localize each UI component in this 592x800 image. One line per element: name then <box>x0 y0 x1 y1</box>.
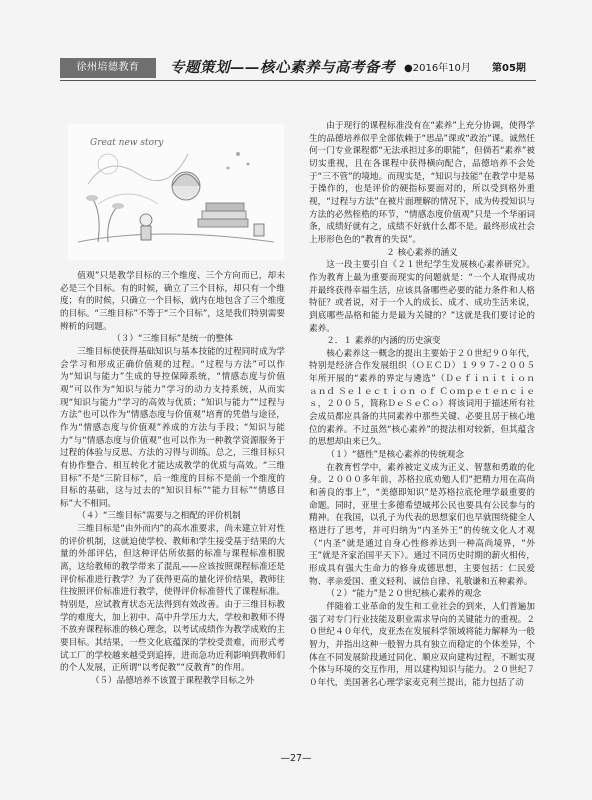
illustration-caption: Great new story <box>90 138 164 148</box>
journal-name-badge: 徐州培德教育 <box>60 58 156 78</box>
paragraph: 由于现行的课程标准没有在“素养”上充分协调，使得学生的品德培养似乎全部依赖于“思品”课或“政治”课。诚然任何一门专业课程都“无法承担过多的职能”，但倘若“素养”被切实重视，且在各课程中获得横向配合，品德培养不会处于“三不管”的境地。而现实是，“知识与技能”在教学中是易于操作的，也是评价的硬指标要面对的，所以受到格外重视，“过程与方法”在被片面理解的情况下，成为传授知识与方法的必然桎梏的环节，“情感态度价值观”只是一个华丽词条，成绩好就有之，成绩不好就什么都不是。最终形成社会上形形色色的“教育的失误”。 <box>309 121 535 245</box>
section-heading: （２）“能力”是２０世纪核心素养的观念 <box>326 589 482 600</box>
paragraph: 三维目标是“由外而内”的高水准要求，尚未建立针对性的评价机制，这就迫使学校、教师和学生接受基于结果的大量的外部评估，但这种评估所依据的标准与课程标准相脱离，这给教师的教学带来了混乱——应该按照课程标准还是评价标准进行教学？为了获得更高的量化评价结果，教师往往按照评价标准进行教学，使得评价标准替代了课程标准。特别是，应试教育状态无法得到有效改善。由于三维目标教学的难度大，加上初中、高中升学压力大，学校和教师不得不放弃课程标准的核心理念，以考试成绩作为教学成败的主要目标。其结果，一些文化底蕴深的学校受责难，而形式考试工厂的学校越来越受到追捧，进而急功近利影响到教师们的个人发展，正所谓“以考促教”“反教育”的作用。 <box>60 524 285 674</box>
paragraph: 值观”只是教学目标的三个维度、三个方向而已，却未必是三个目标。有的时候，确立了三个目标，却只有一个维度；有的时候，只确立一个目标，就内在地包含了三个维度的目标。“三维目标”不等于“三个目标”，这是我们特别需要辨析的问题。 <box>60 271 285 332</box>
section-heading: （４）“三维目标”需要与之相配的评价机制 <box>77 511 241 522</box>
header-rule <box>60 80 536 81</box>
issue-date: ●2016年10月 <box>404 63 471 74</box>
page-number: —27— <box>280 753 312 764</box>
illustration <box>68 124 284 260</box>
section-title: 专题策划——核心素养与高考备考 <box>170 60 395 76</box>
section-heading: ２．１ 素养的内涵的历史演变 <box>326 336 441 347</box>
paragraph: 这一段主要引自《２１世纪学生发展核心素养研究》。作为教育上最为重要而现实的问题就是：“一个人取得成功并最终获得幸福生活，应该具备哪些必要的能力条件和人格特征？或者说，对于一个人的成长、成才、成功生活来说，到底哪些品格和能力是最为关键的？”这就是我们要讨论的素养。 <box>309 260 535 334</box>
paragraph: 核心素养这一概念的提出主要始于２０世纪９０年代，特别是经济合作发展组织（ＯＥＣＤ）１９９７-２００５年所开展的“素养的界定与遴选”（Ｄｅｆｉｎｉｔｉｏｎ ａｎｄ Ｓｅｌｅｃｔｉｏｎ ｏｆ Ｃｏｍｐｅｔｅｎｃｉｅｓ，２００５，简称ＤｅＳｅＣｏ）将该词用于描述所有社会成员都应具备的共同素养中那些关键、必要且居于核心地位的素养。不过虽然“核心素养”的提法相对较新，但其蕴含的思想却由来已久。 <box>309 348 535 448</box>
section-heading: （１）“德性”是核心素养的传统观念 <box>326 450 464 461</box>
right-column <box>309 120 535 690</box>
paragraph: 在教育哲学中，素养被定义成为正义、智慧和勇敢的化身。２０００多年前，苏格拉底劝勉人们“把精力用在高尚和善良的事上”，“美德即知识”是苏格拉底伦理学最重要的命题。同时，亚里士多德希望城邦公民也要具有公民参与的精神。在我国，以孔子为代表的思想家们也早就围绕健全人格进行了思考，并可归纳为“内圣外王”的传统文化人才观（“内圣”就是通过自身心性修养达到一种高尚境界，“外王”就是齐家治国平天下）。通过不同历史时期的薪火相传，形成具有强大生命力的修身成德思想，主要包括：仁民爱物、孝亲爱国、重义轻利、诚信自律、礼敬谦和五种素养。 <box>309 462 535 587</box>
section-heading: （５）品德培养不该置于课程教学目标之外 <box>90 676 255 686</box>
page-header <box>60 58 536 78</box>
issue-number: 第05期 <box>492 63 526 74</box>
section-heading: （３）“三维目标”是统一的整体 <box>112 334 233 345</box>
left-column <box>60 270 285 688</box>
paragraph: 伴随着工业革命的发生和工业社会的到来，人们普遍加强了对专门行业技能及职业需求导向的关键能力的重视。２０世纪４０年代，皮亚杰在发展科学领域将能力解释为一般智力，并指出这种一般智力具有独立而稳定的个体差异，个体在不同发展阶段通过同化、顺应双向建构过程，不断实现个体与环境的交互作用，用以建构知识与能力。２０世纪７０年代，美国著名心理学家麦克利兰提出，能力包括了动 <box>309 601 535 688</box>
paragraph: 三维目标使获得基础知识与基本技能的过程同时成为学会学习和形成正确价值观的过程。“过程与方法”可以作为“知识与能力”生成的导控保障系统，“情感态度与价值观”可以作为“知识与能力”学习的动力支持系统，从而实现“知识与能力”学习的高效与优质；“知识与能力”“过程与方法”也可以作为“情感态度与价值观”培育的凭借与途径，作为“情感态度与价值观”养成的方法与手段；“知识与能力”与“情感态度与价值观”也可以作为一种教学资源服务于过程的体验与反思、方法的习得与训练。总之，三维目标只有协作整合、相互转化才能达成教学的优质与高效。“三维目标”不是“三阶目标”，后一维度的目标不是前一个维度的目标的基础，这与过去的“知识目标”“能力目标”“情感目标”大不相同。 <box>60 346 285 509</box>
section-heading: ２ 核心素养的涵义 <box>386 247 458 258</box>
